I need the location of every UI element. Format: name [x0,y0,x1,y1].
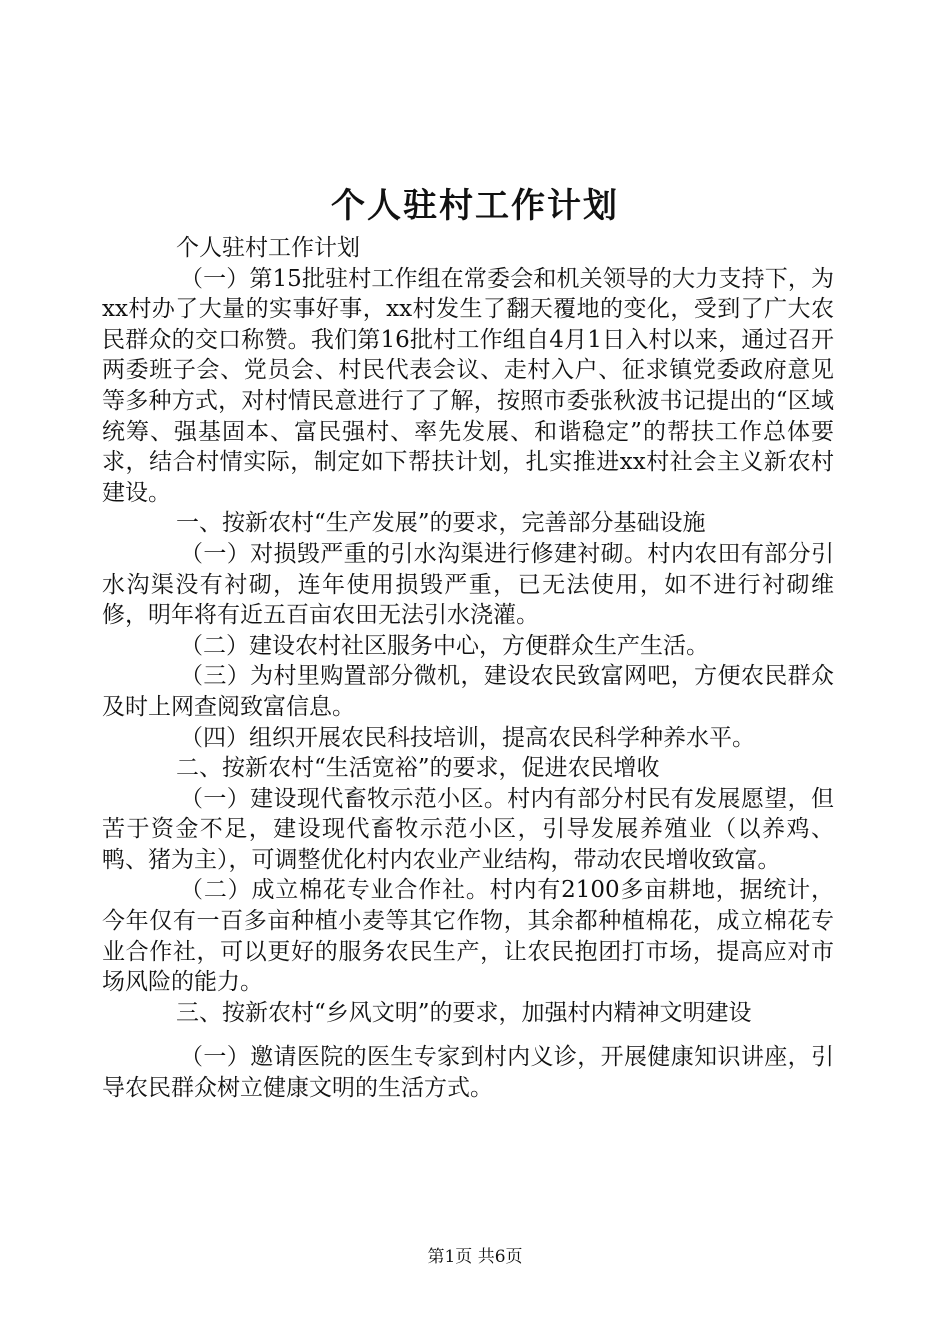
section-heading-3: 三、按新农村“乡风文明”的要求，加强村内精神文明建设 [176,999,752,1026]
paragraph-subtitle: 个人驻村工作计划 [176,235,360,261]
paragraph-1-4: （四）组织开展农民科技培训，提高农民科学种养水平。 [180,724,755,751]
paragraph-1-3: （三）为村里购置部分微机，建设农民致富网吧，方便农民群众及时上网查阅致富信息。 [102,663,834,720]
document-body [102,233,834,1104]
paragraph-1-1: （一）对损毁严重的引水沟渠进行修建衬砌。村内农田有部分引水沟渠没有衬砌，连年使用损毁严重，已无法使用，如不进行衬砌维修，明年将有近五百亩农田无法引水浇灌。 [102,540,834,629]
paragraph-3-1: （一）邀请医院的医生专家到村内义诊，开展健康知识讲座，引导农民群众树立健康文明的生活方式。 [102,1044,834,1102]
paragraph-intro: （一）第15批驻村工作组在常委会和机关领导的大力支持下，为xx村办了大量的实事好事，xx村发生了翻天覆地的变化，受到了广大农民群众的交口称赞。我们第16批村工作组自4月1日入村以来，通过召开两委班子会、党员会、村民代表会议、走村入户、征求镇党委政府意见等多种方式，对村情民意进行了了解，按照市委张秋波书记提出的“区域统筹、强基固本、富民强村、率先发展、和谐稳定”的帮扶工作总体要求，结合村情实际，制定如下帮扶计划，扎实推进xx村社会主义新农村建设。 [102,265,834,506]
section-heading-2: 二、按新农村“生活宽裕”的要求，促进农民增收 [176,755,660,782]
document-title: 个人驻村工作计划 [331,186,619,226]
page-footer: 第1页 共6页 [427,1247,523,1267]
paragraph-1-2: （二）建设农村社区服务中心，方便群众生产生活。 [180,632,709,659]
paragraph-2-2: （二）成立棉花专业合作社。村内有2100多亩耕地，据统计，今年仅有一百多亩种植小麦等其它作物，其余都种植棉花，成立棉花专业合作社，可以更好的服务农民生产，让农民抱团打市场，提高应对市场风险的能力。 [102,877,834,996]
section-heading-1: 一、按新农村“生产发展”的要求，完善部分基础设施 [176,510,706,537]
paragraph-2-1: （一）建设现代畜牧示范小区。村内有部分村民有发展愿望，但苦于资金不足，建设现代畜牧示范小区，引导发展养殖业（以养鸡、鸭、猪为主），可调整优化村内农业产业结构，带动农民增收致富。 [102,785,834,873]
